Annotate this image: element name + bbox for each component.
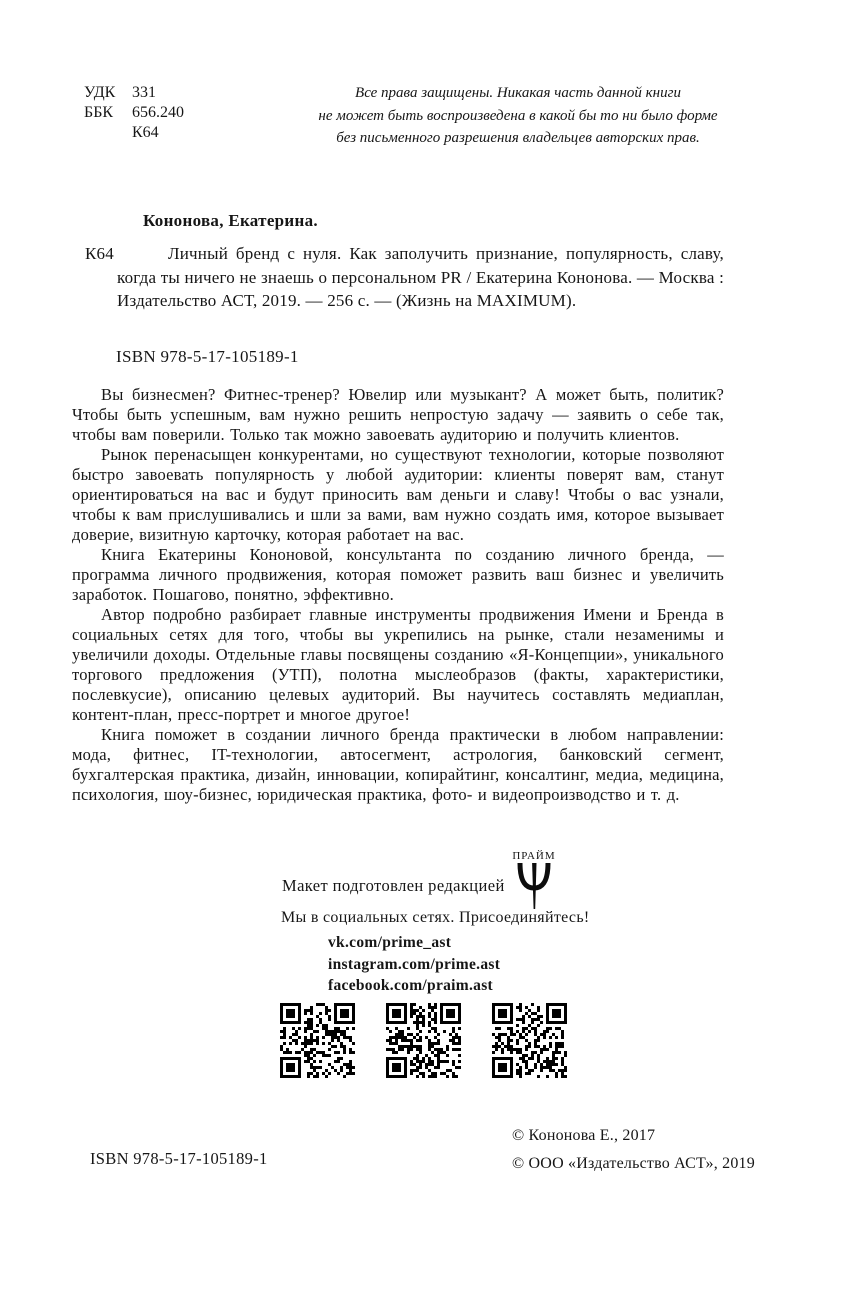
catalog-entry-text: Личный бренд с нуля. Как заполучить признание, популярность, славу, когда ты ничего не знаешь о персональном PR / Екатерина Кононова. — Москва : Издательство АСТ, 2019. — 256 с. — (Жизнь на MAXIMUM). [117,244,724,310]
catalog-entry [85,242,724,313]
copyright-publisher: © ООО «Издательство АСТ», 2019 [512,1155,755,1172]
annotation-paragraph: Рынок перенасыщен конкурентами, но существуют технологии, которые позволяют быстро завоевать популярность у любой аудитории: клиенты поверят вам, станут ориентироваться на вас и будут приносить вам деньги и славу! Чтобы о вас узнали, чтобы к вам прислушивались и шли за вами, вам нужно создать имя, которое вызывает доверие, визитную карточку, которая работает на вас. [72,445,724,544]
qr-code-facebook [492,1003,567,1078]
rights-line: Все права защищены. Никакая часть данной книги [355,85,681,101]
prime-publisher-logo [506,850,562,910]
annotation-paragraph: Автор подробно разбирает главные инструменты продвижения Имени и Бренда в социальных сетях для того, чтобы вы укрепились на рынке, стали незаменимы и увеличили доходы. Отдельные главы посвящены созданию «Я-Концепции», уникального торгового предложения (УТП), полотна мыслеобразов (факты, характеристики, послевкусие), описанию целевых аудиторий. Вы научитесь составлять медиаплан, контент-план, пресс-портрет и многое другое! [72,605,724,724]
classification-codes [84,83,184,143]
qr-codes [280,1003,567,1078]
prime-logo-label: ПРАЙМ [512,850,556,862]
bbk-label: ББК [84,104,114,121]
facebook-link: facebook.com/praim.ast [328,977,494,994]
rights-line: без письменного разрешения владельцев авторских прав. [336,130,700,146]
social-links [328,932,500,997]
copyright-block [512,1122,755,1178]
instagram-link: instagram.com/prime.ast [328,955,501,973]
udk-value: 331 [132,84,156,101]
bbk-value: 656.240 [132,104,184,121]
prime-trident-icon [513,862,555,910]
annotation-paragraph: Вы бизнесмен? Фитнес-тренер? Ювелир или музыкант? А может быть, политик? Чтобы быть успешным, вам нужно решить непростую задачу — заявить о себе так, чтобы вам поверили. Только так можно завоевать аудиторию и получить клиентов. [72,385,724,444]
isbn-number: ISBN 978-5-17-105189-1 [116,347,299,366]
annotation-paragraph: Книга Екатерины Кононовой, консультанта по созданию личного бренда, — программа личного продвижения, которая поможет развить ваш бизнес и увеличить заработок. Пошагово, понятно, эффективно. [72,545,724,604]
author-sign-row [84,123,184,143]
layout-note: Макет подготовлен редакцией [282,876,505,895]
rights-notice [288,82,748,150]
vk-link: vk.com/prime_ast [328,934,452,951]
qr-code-vk [280,1003,355,1078]
annotation-paragraph: Книга поможет в создании личного бренда практически в любом направлении: мода, фитнес, IT-технологии, автосегмент, астрология, банковский сегмент, бухгалтерская практика, дизайн, инновации, копирайтинг, консалтинг, медиа, медицина, психология, шоу-бизнес, юридическая практика, фото- и видеопроизводство и т. д. [72,725,724,804]
udk-label: УДК [84,84,116,101]
annotation [72,385,724,805]
author-heading: Кононова, Екатерина. [143,211,318,230]
rights-line: не может быть воспроизведена в какой бы то ни было форме [318,107,718,124]
author-sign: К64 [132,124,159,141]
social-invite: Мы в социальных сетях. Присоединяйтесь! [281,909,590,926]
udk-row [84,83,184,103]
qr-code-instagram [386,1003,461,1078]
copyright-author: © Кононова Е., 2017 [512,1127,656,1144]
catalog-entry-code: К64 [85,244,114,263]
bbk-row [84,103,184,123]
isbn-footer: ISBN 978-5-17-105189-1 [90,1149,268,1168]
